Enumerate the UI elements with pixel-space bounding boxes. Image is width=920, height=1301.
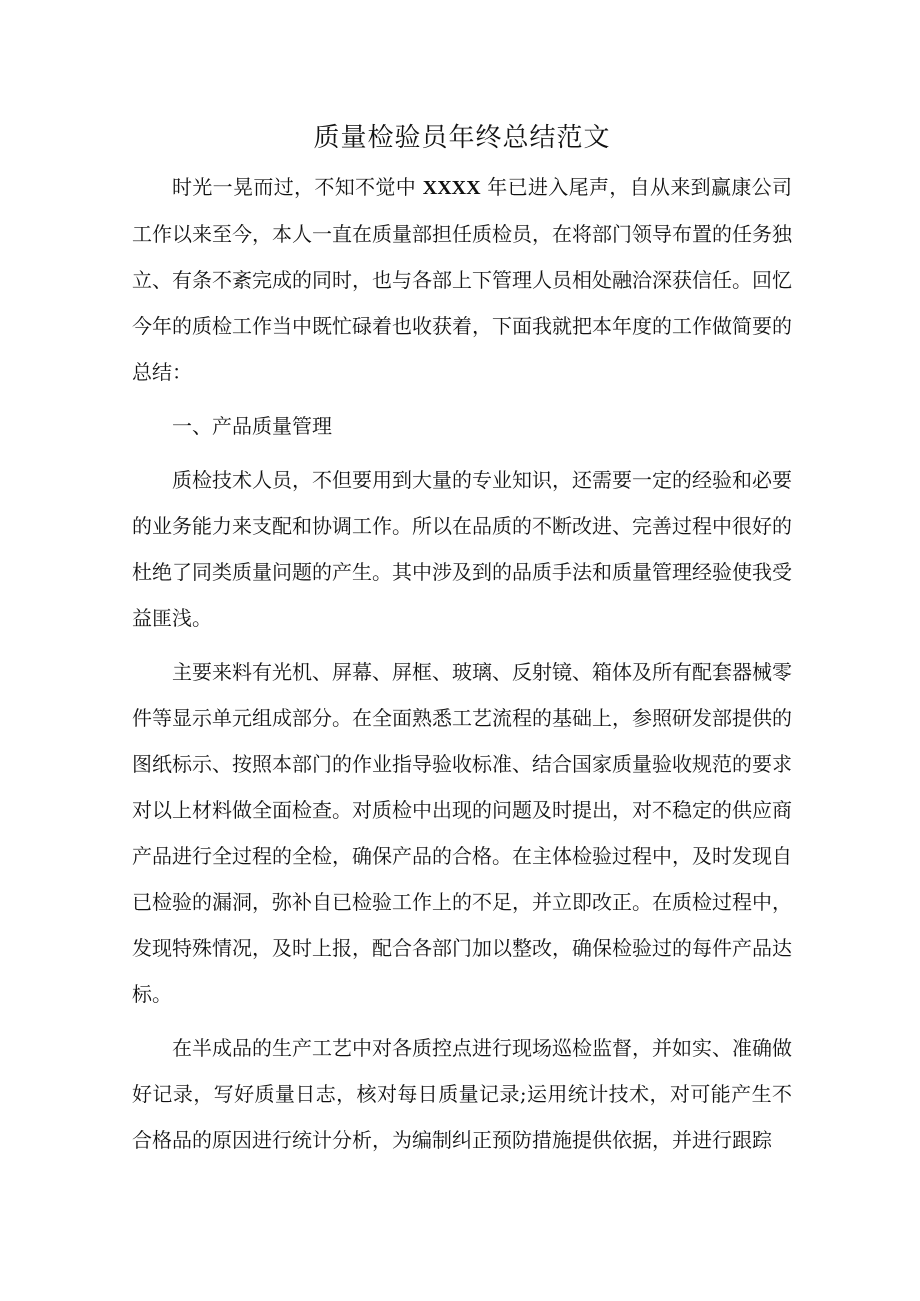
document-page (132, 118, 792, 1171)
intro-year: XXXX (422, 177, 481, 199)
body-paragraph-3: 在半成品的生产工艺中对各质控点进行现场巡检监督，并如实、准确做好记录，写好质量日志，核对每日质量记录;运用统计技术，对可能产生不合格品的原因进行统计分析，为编制纠正预防措施提供依据，并进行跟踪 (132, 1036, 792, 1152)
document-title: 质量检验员年终总结范文 (313, 123, 611, 153)
intro-text-after: 年已进入尾声，自从来到赢康公司工作以来至今，本人一直在质量部担任质检员，在将部门领导布置的任务独立、有条不紊完成的同时，也与各部上下管理人员相处融洽深获信任。回忆今年的质检工作当中既忙碌着也收获着，下面我就把本年度的工作做简要的总结： (132, 175, 793, 384)
body-paragraph-2: 主要来料有光机、屏幕、屏框、玻璃、反射镜、箱体及所有配套器械零件等显示单元组成部分。在全面熟悉工艺流程的基础上，参照研发部提供的图纸标示、按照本部门的作业指导验收标准、结合国家质量验收规范的要求对以上材料做全面检查。对质检中出现的问题及时提出，对不稳定的供应商产品进行全过程的全检，确保产品的合格。在主体检验过程中，及时发现自已检验的漏洞，弥补自已检验工作上的不足，并立即改正。在质检过程中，发现特殊情况，及时上报，配合各部门加以整改，确保检验过的每件产品达标。 (132, 660, 792, 1006)
body-paragraph-1: 质检技术人员，不但要用到大量的专业知识，还需要一定的经验和必要的业务能力来支配和协调工作。所以在品质的不断改进、完善过程中很好的杜绝了同类质量问题的产生。其中涉及到的品质手法和质量管理经验使我受益匪浅。 (132, 468, 792, 630)
section-heading-product-quality: 一、产品质量管理 (172, 414, 332, 438)
intro-text-before: 时光一晃而过，不知不觉中 (172, 175, 423, 199)
intro-paragraph (132, 164, 792, 395)
